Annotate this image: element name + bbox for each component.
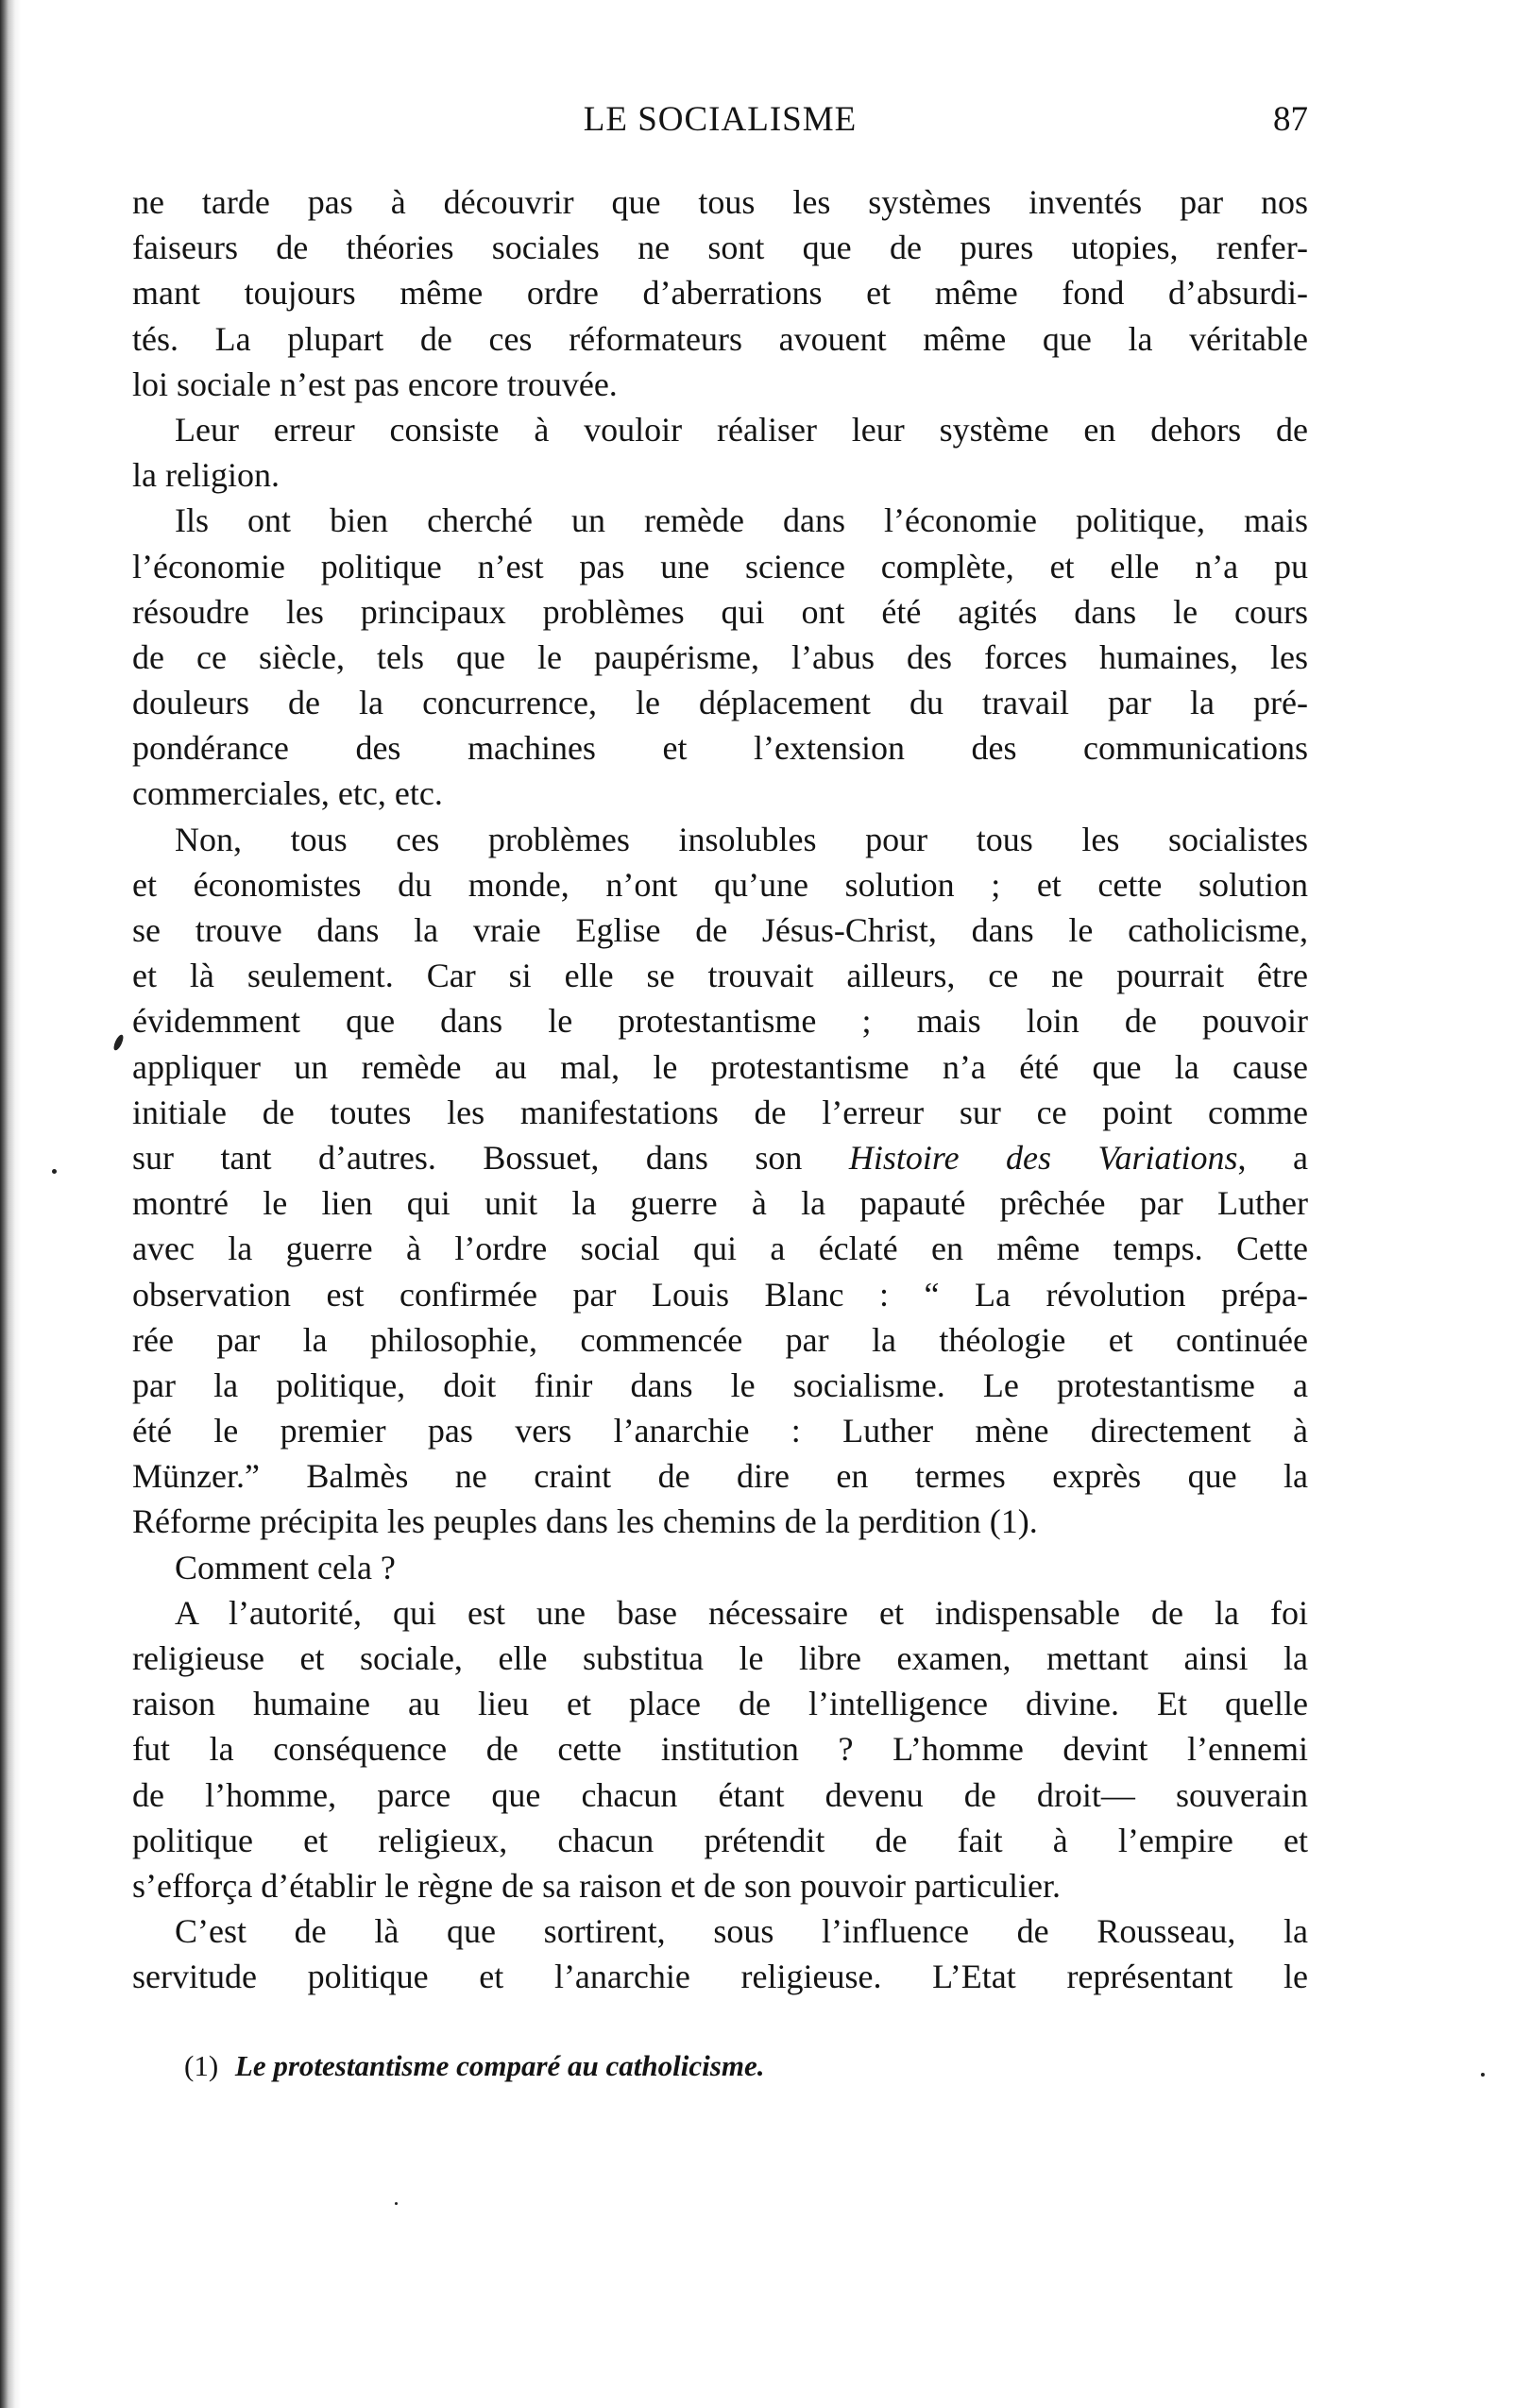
body-text bbox=[132, 179, 1308, 2000]
text-line: Comment cela ? bbox=[175, 1548, 396, 1586]
text-line: appliquer un remède au mal, le protestantisme n’a été que la cause bbox=[132, 1047, 1308, 1086]
text-line: ne tarde pas à découvrir que tous les systèmes inventés par nos bbox=[132, 183, 1308, 221]
print-speck bbox=[395, 2202, 398, 2205]
text-line: se trouve dans la vraie Eglise de Jésus-Christ, dans le catholicisme, bbox=[132, 911, 1308, 949]
footnote-marker: (1) bbox=[184, 2049, 219, 2082]
text-line: faiseurs de théories sociales ne sont que de pures utopies, renfer- bbox=[132, 229, 1308, 267]
paragraph bbox=[132, 1590, 1308, 1908]
paragraph bbox=[132, 407, 1308, 498]
paragraph bbox=[132, 179, 1308, 407]
text-line: sur tant d’autres. Bossuet, dans son Histoire des Variations, a bbox=[132, 1138, 1308, 1177]
print-speck bbox=[1481, 2073, 1485, 2077]
book-title: Histoire des Variations bbox=[848, 1138, 1238, 1177]
text-line: rée par la philosophie, commencée par la théologie et continuée bbox=[132, 1320, 1308, 1359]
text-line: initiale de toutes les manifestations de l’erreur sur ce point comme bbox=[132, 1093, 1308, 1131]
text-line: par la politique, doit finir dans le socialisme. Le protestantisme a bbox=[132, 1365, 1308, 1404]
text-line: et là seulement. Car si elle se trouvait ailleurs, ce ne pourrait être bbox=[132, 957, 1308, 995]
text-line: mant toujours même ordre d’aberrations et même fond d’absurdi- bbox=[132, 274, 1308, 313]
print-speck bbox=[52, 1169, 57, 1174]
text-line: et économistes du monde, n’ont qu’une solution ; et cette solution bbox=[132, 865, 1308, 904]
text-line: été le premier pas vers l’anarchie : Luther mène directement à bbox=[132, 1412, 1308, 1450]
paragraph bbox=[132, 1545, 1308, 1590]
text-line: la religion. bbox=[132, 456, 280, 495]
text-line: politique et religieux, chacun prétendit de fait à l’empire et bbox=[132, 1821, 1308, 1859]
text-line: tés. La plupart de ces réformateurs avouent même que la véritable bbox=[132, 319, 1308, 358]
paragraph bbox=[132, 1908, 1308, 1999]
text-line: Ils ont bien cherché un remède dans l’économie politique, mais bbox=[175, 501, 1308, 540]
print-speck bbox=[112, 1033, 126, 1051]
page-header bbox=[132, 99, 1308, 156]
text-line: Réforme précipita les peuples dans les chemins de la perdition (1). bbox=[132, 1502, 1038, 1541]
text-line: Münzer.” Balmès ne craint de dire en termes exprès que la bbox=[132, 1457, 1308, 1496]
page-number: 87 bbox=[1273, 100, 1308, 139]
paragraph bbox=[132, 817, 1308, 1545]
text-line: observation est confirmée par Louis Blanc : “ La révolution prépa- bbox=[132, 1275, 1308, 1314]
text-line: religieuse et sociale, elle substitua le libre examen, mettant ainsi la bbox=[132, 1639, 1308, 1677]
text-line: résoudre les principaux problèmes qui ont été agités dans le cours bbox=[132, 592, 1308, 631]
text-line: pondérance des machines et l’extension des communications bbox=[132, 729, 1308, 768]
text-line: loi sociale n’est pas encore trouvée. bbox=[132, 365, 618, 403]
text-line: commerciales, etc, etc. bbox=[132, 774, 443, 813]
text-line: avec la guerre à l’ordre social qui a éclaté en même temps. Cette bbox=[132, 1229, 1308, 1268]
text-line: A l’autorité, qui est une base nécessaire et indispensable de la foi bbox=[175, 1593, 1308, 1632]
footnote-text: Le protestantisme comparé au catholicisme. bbox=[234, 2049, 765, 2082]
footnote bbox=[184, 2049, 764, 2083]
text-line: Leur erreur consiste à vouloir réaliser leur système en dehors de bbox=[175, 410, 1308, 449]
scanned-page-edge bbox=[0, 0, 21, 2408]
text-line: évidemment que dans le protestantisme ; mais loin de pouvoir bbox=[132, 1002, 1308, 1041]
text-line: servitude politique et l’anarchie religieuse. L’Etat représentant le bbox=[132, 1958, 1308, 1996]
text-line: de ce siècle, tels que le paupérisme, l’abus des forces humaines, les bbox=[132, 637, 1308, 676]
text-line: s’efforça d’établir le règne de sa raison et de son pouvoir particulier. bbox=[132, 1866, 1061, 1905]
text-line: C’est de là que sortirent, sous l’influence de Rousseau, la bbox=[175, 1912, 1308, 1951]
text-line: de l’homme, parce que chacun étant devenu de droit— souverain bbox=[132, 1775, 1308, 1814]
text-line: fut la conséquence de cette institution ? L’homme devint l’ennemi bbox=[132, 1730, 1308, 1769]
text-line: raison humaine au lieu et place de l’intelligence divine. Et quelle bbox=[132, 1685, 1308, 1723]
text-line: douleurs de la concurrence, le déplacement du travail par la pré- bbox=[132, 684, 1308, 722]
text-line: Non, tous ces problèmes insolubles pour tous les socialistes bbox=[175, 820, 1308, 858]
text-line: montré le lien qui unit la guerre à la papauté prêchée par Luther bbox=[132, 1184, 1308, 1223]
paragraph bbox=[132, 498, 1308, 816]
running-title: LE SOCIALISME bbox=[583, 100, 858, 139]
text-line: l’économie politique n’est pas une science complète, et elle n’a pu bbox=[132, 547, 1308, 585]
